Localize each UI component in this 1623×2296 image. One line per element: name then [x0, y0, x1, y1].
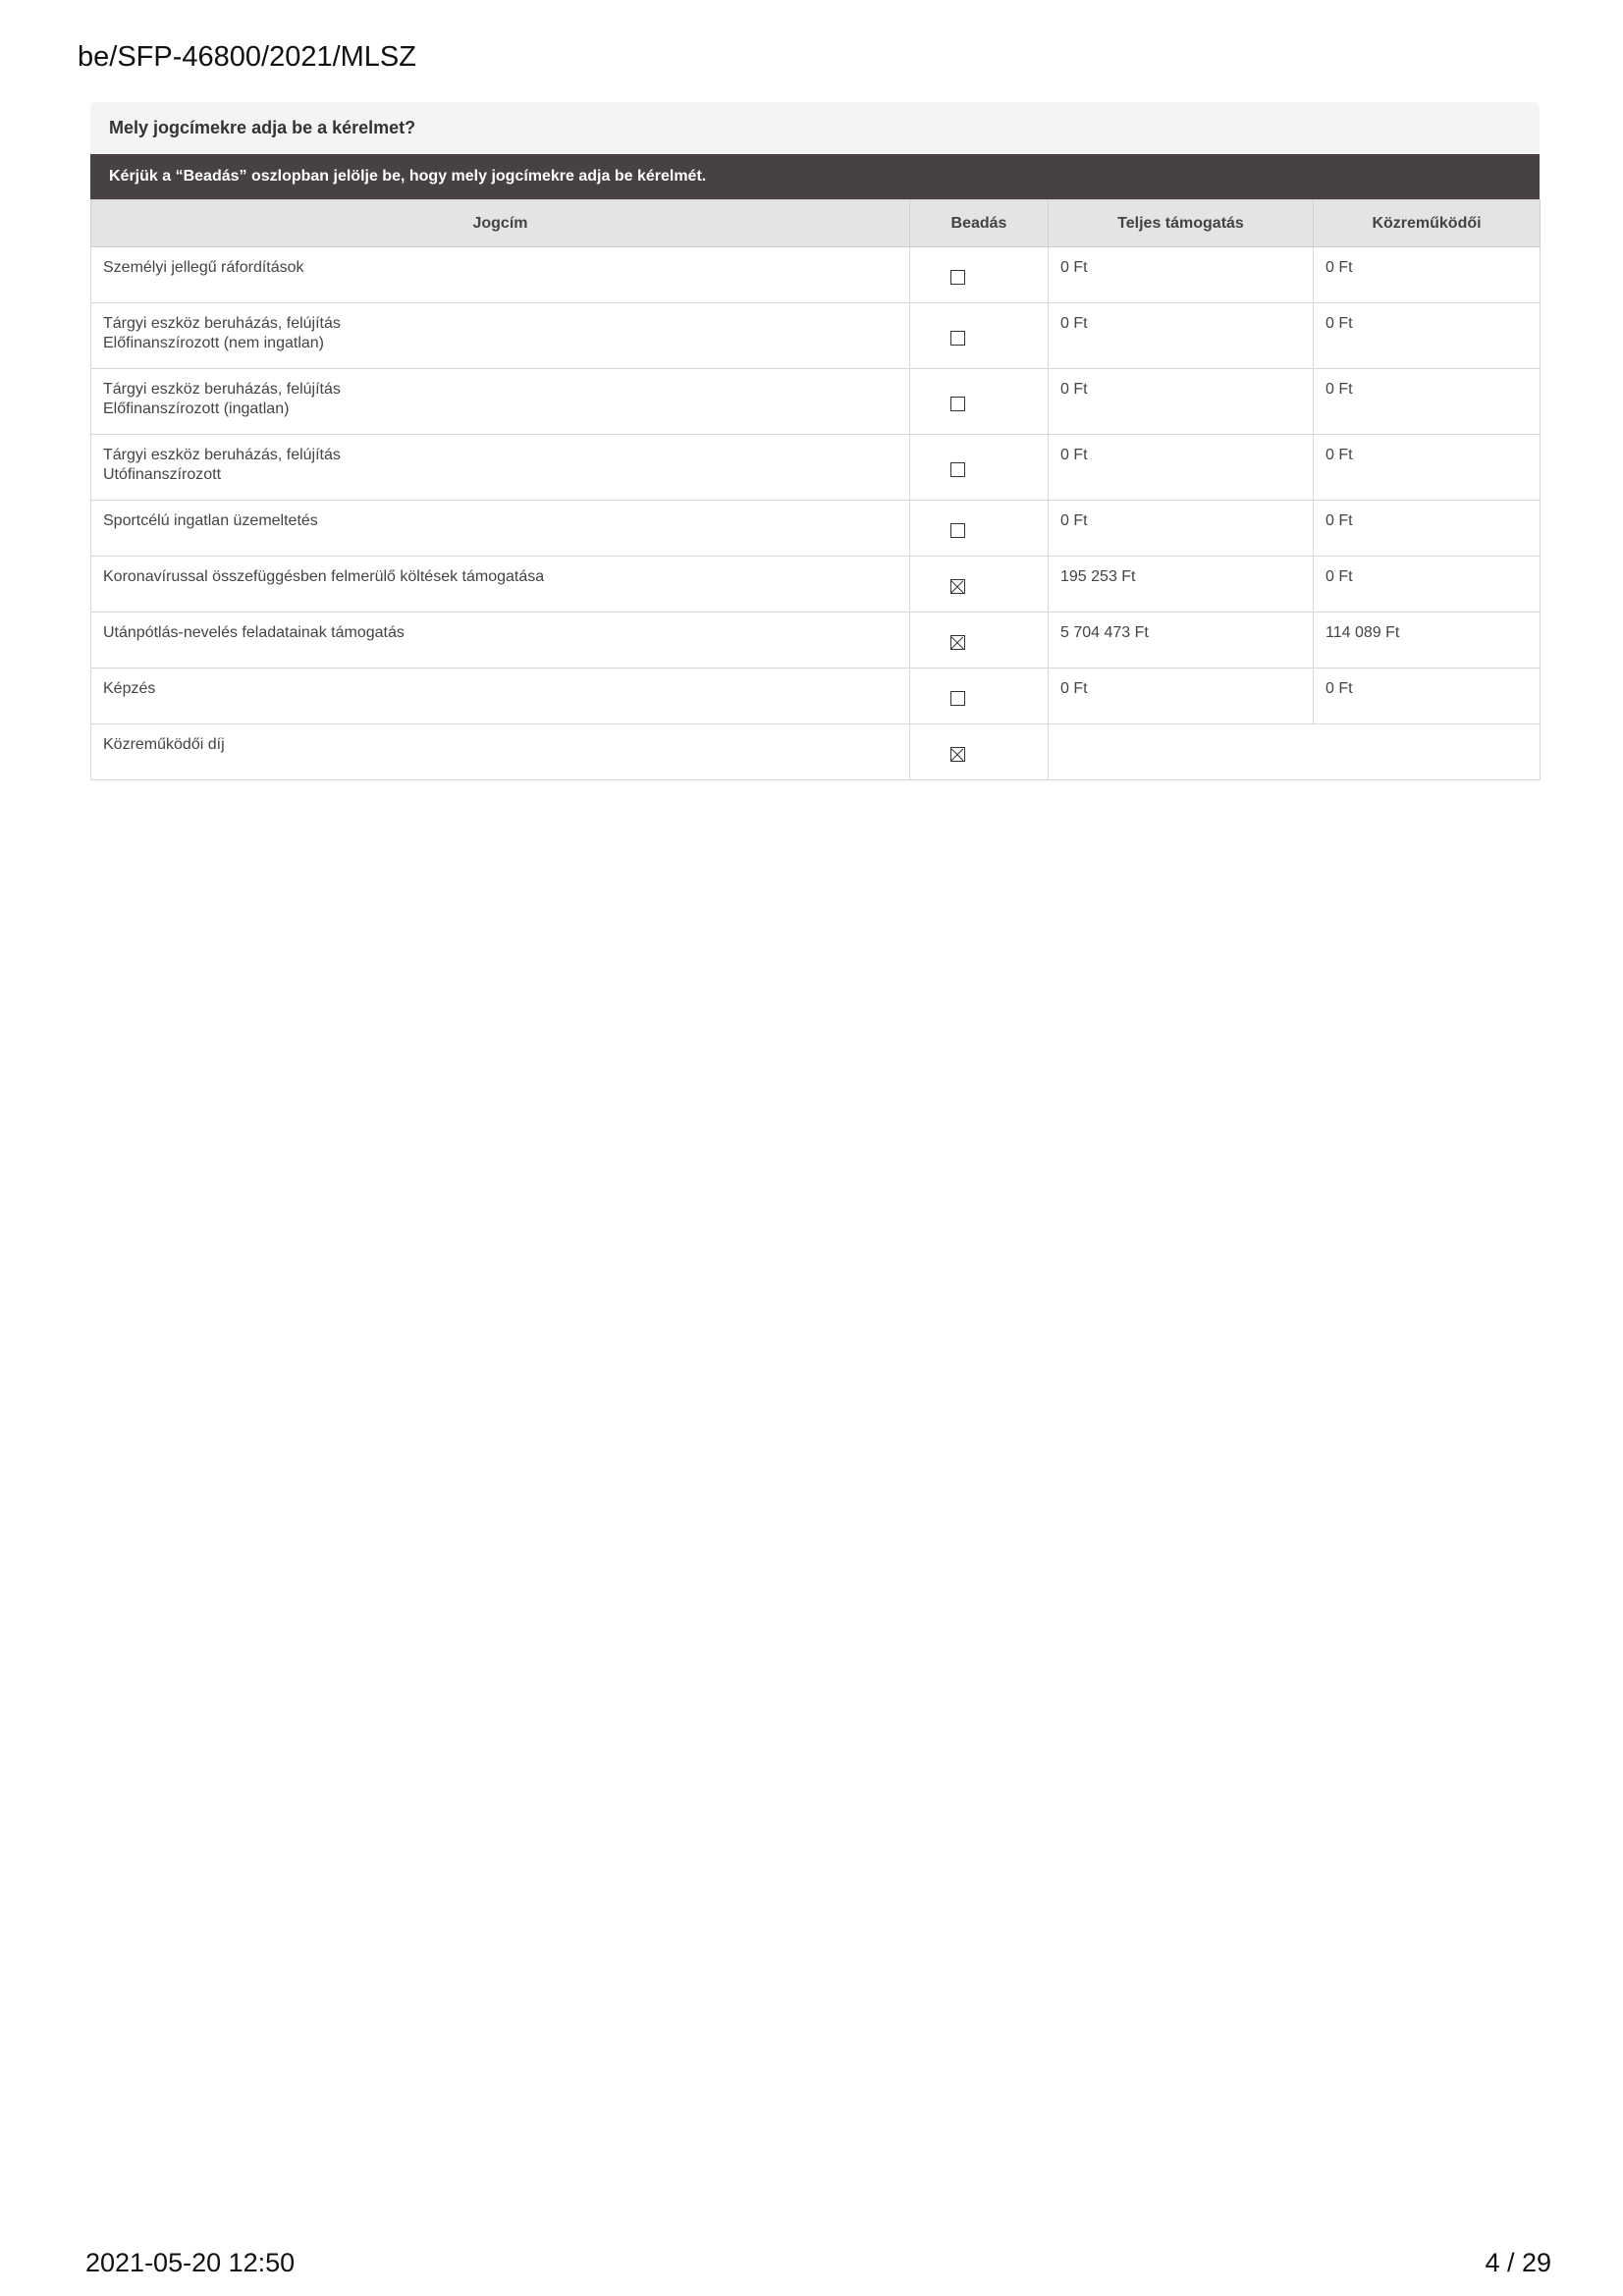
- teljes-tamogatas-cell: 5 704 473 Ft: [1049, 613, 1314, 668]
- jogcim-cell: [91, 668, 910, 724]
- section-title: Mely jogcímekre adja be a kérelmet?: [90, 102, 1540, 154]
- jogcim-label: Képzés: [103, 680, 156, 697]
- checkbox-empty-icon[interactable]: [950, 462, 965, 477]
- teljes-tamogatas-cell: 0 Ft: [1049, 369, 1314, 435]
- beadas-cell: [910, 557, 1049, 613]
- checkbox-empty-icon[interactable]: [950, 270, 965, 285]
- kozremukodoi-cell: 0 Ft: [1314, 557, 1541, 613]
- teljes-tamogatas-cell: 0 Ft: [1049, 303, 1314, 369]
- jogcim-sublabel: Előfinanszírozott (ingatlan): [103, 400, 290, 417]
- kozremukodoi-cell: 0 Ft: [1314, 247, 1541, 303]
- column-header-teljes-tamogatas: Teljes támogatás: [1049, 200, 1314, 247]
- table-row: [91, 435, 1541, 501]
- jogcim-cell: [91, 613, 910, 668]
- jogcim-cell: [91, 435, 910, 501]
- jogcim-label: Tárgyi eszköz beruházás, felújítás: [103, 447, 341, 463]
- kozremukodoi-cell: 0 Ft: [1314, 303, 1541, 369]
- beadas-cell: [910, 369, 1049, 435]
- jogcim-label: Koronavírussal összefüggésben felmerülő költések támogatása: [103, 568, 545, 585]
- jogcim-label: Közreműködői díj: [103, 736, 225, 753]
- checkbox-checked-icon[interactable]: [950, 747, 965, 762]
- teljes-tamogatas-cell: 0 Ft: [1049, 435, 1314, 501]
- jogcim-cell: [91, 501, 910, 557]
- beadas-cell: [910, 435, 1049, 501]
- jogcim-label: Sportcélú ingatlan üzemeltetés: [103, 512, 318, 529]
- document-id: be/SFP-46800/2021/MLSZ: [78, 41, 416, 73]
- kozremukodoi-cell: 0 Ft: [1314, 501, 1541, 557]
- beadas-cell: [910, 613, 1049, 668]
- teljes-tamogatas-cell: 0 Ft: [1049, 501, 1314, 557]
- table-row: [91, 369, 1541, 435]
- footer-page-number: 4 / 29: [1485, 2248, 1551, 2277]
- footer-datetime: 2021-05-20 12:50: [85, 2248, 296, 2277]
- jogcim-label: Tárgyi eszköz beruházás, felújítás: [103, 315, 341, 332]
- column-header-jogcim: Jogcím: [91, 200, 910, 247]
- kozremukodoi-cell: 114 089 Ft: [1314, 613, 1541, 668]
- table-row: [91, 668, 1541, 724]
- table-header-row: [91, 200, 1541, 247]
- jogcim-cell: [91, 557, 910, 613]
- checkbox-empty-icon[interactable]: [950, 331, 965, 346]
- checkbox-empty-icon[interactable]: [950, 523, 965, 538]
- jogcim-cell: [91, 724, 910, 780]
- teljes-tamogatas-cell: 0 Ft: [1049, 247, 1314, 303]
- kozremukodoi-cell: 0 Ft: [1314, 435, 1541, 501]
- beadas-cell: [910, 501, 1049, 557]
- checkbox-empty-icon[interactable]: [950, 397, 965, 411]
- kozremukodoi-cell: 0 Ft: [1314, 668, 1541, 724]
- jogcim-sublabel: Utófinanszírozott: [103, 466, 222, 483]
- entitlements-section: [90, 102, 1540, 780]
- table-row: [91, 724, 1541, 780]
- beadas-cell: [910, 247, 1049, 303]
- entitlements-table: [90, 199, 1541, 780]
- jogcim-label: Tárgyi eszköz beruházás, felújítás: [103, 381, 341, 398]
- table-row: [91, 247, 1541, 303]
- instruction-bar: Kérjük a “Beadás” oszlopban jelölje be, hogy mely jogcímekre adja be kérelmét.: [90, 154, 1540, 199]
- jogcim-cell: [91, 247, 910, 303]
- beadas-cell: [910, 303, 1049, 369]
- kozremukodoi-cell: 0 Ft: [1314, 369, 1541, 435]
- checkbox-checked-icon[interactable]: [950, 579, 965, 594]
- table-row: [91, 613, 1541, 668]
- jogcim-cell: [91, 303, 910, 369]
- jogcim-sublabel: Előfinanszírozott (nem ingatlan): [103, 335, 324, 351]
- empty-amount-cell: [1049, 724, 1541, 780]
- table-row: [91, 557, 1541, 613]
- column-header-beadas: Beadás: [910, 200, 1049, 247]
- beadas-cell: [910, 724, 1049, 780]
- beadas-cell: [910, 668, 1049, 724]
- jogcim-label: Személyi jellegű ráfordítások: [103, 259, 304, 276]
- jogcim-cell: [91, 369, 910, 435]
- checkbox-checked-icon[interactable]: [950, 635, 965, 650]
- teljes-tamogatas-cell: 195 253 Ft: [1049, 557, 1314, 613]
- table-row: [91, 303, 1541, 369]
- teljes-tamogatas-cell: 0 Ft: [1049, 668, 1314, 724]
- column-header-kozremukodoi: Közreműködői: [1314, 200, 1541, 247]
- table-row: [91, 501, 1541, 557]
- jogcim-label: Utánpótlás-nevelés feladatainak támogatás: [103, 624, 405, 641]
- checkbox-empty-icon[interactable]: [950, 691, 965, 706]
